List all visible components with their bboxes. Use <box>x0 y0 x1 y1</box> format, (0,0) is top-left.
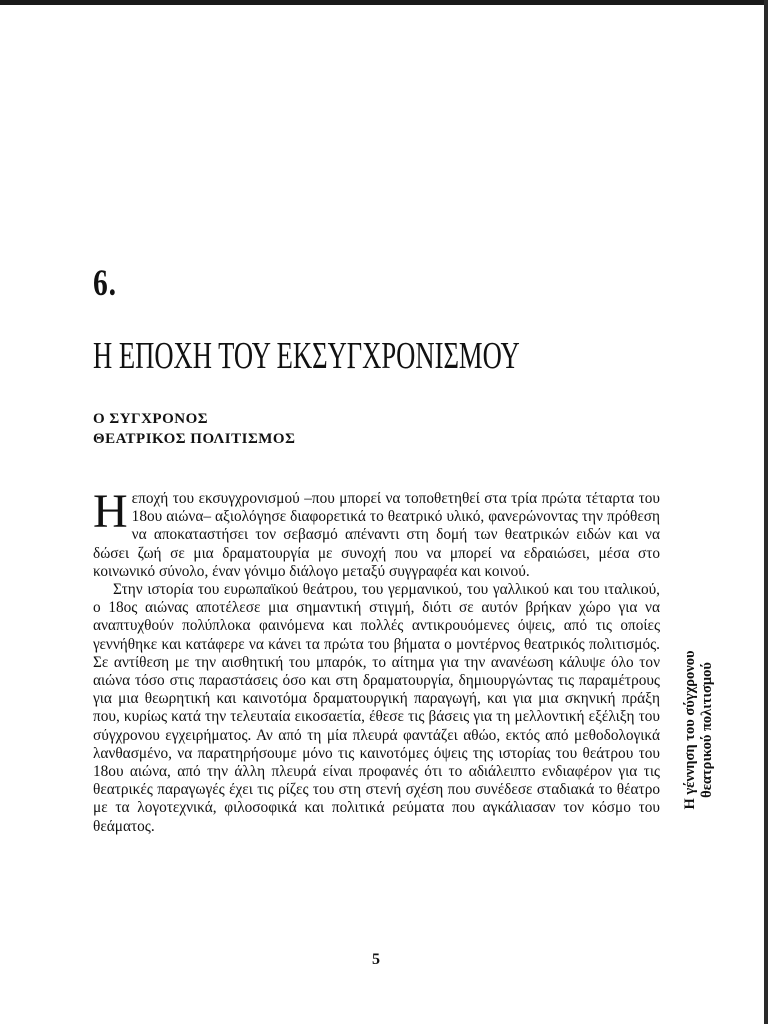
scan-edge-top <box>0 0 768 5</box>
section-heading-line1: Ο ΣΥΓΧΡΟΝΟΣ <box>93 411 209 427</box>
chapter-title: Η ΕΠΟΧΗ ΤΟΥ ΕΚΣΥΓΧΡΟΝΙΣΜΟΥ <box>93 335 520 377</box>
running-head-line2: θεατρικού πολιτισμού <box>699 662 715 798</box>
drop-cap: Η <box>93 485 128 538</box>
section-heading-line2: ΘΕΑΤΡΙΚΟΣ ΠΟΛΙΤΙΣΜΟΣ <box>93 431 296 447</box>
body-text <box>93 485 660 836</box>
scan-edge-right <box>764 0 768 1024</box>
paragraph-1-text: εποχή του εκσυγχρονισμού –που μπορεί να τοποθετηθεί στα τρία πρώτα τέταρτα του 18ου αιώνα– αξιολόγησε διαφορετικά το θεατρικό υλικό, φανερώνοντας την πρόθεση να αποκαταστήσει τον σεβασμό απέναντι στη δομή των θεατρικών ειδών και να δώσει ζωή σε μια δραματουργία με συνοχή που να μπορεί να εδραιώσει, μέσα στο κοινωνικό σύνολο, έναν γόνιμο διάλογο μεταξύ συγγραφέα και κοινού. <box>93 490 660 580</box>
paragraph-2: Στην ιστορία του ευρωπαϊκού θεάτρου, του γερμανικού, του γαλλικού και του ιταλικού, ο 18ος αιώνας αποτέλεσε μια σημαντική στιγμή, διότι σε αυτόν βρήκαν χώρο για να αναπτυχθούν πολύπλοκα φαινόμενα και πολλές αντικρουόμενες όψεις, από τις οποίες γεννήθηκε και κατάφερε να κάνει τα πρώτα του βήματα ο μοντέρνος θεατρικός πολιτισμός. Σε αντίθεση με την αισθητική του μπαρόκ, το αίτημα για την ανανέωση κάλυψε όλο τον αιώνα τόσο στις παραστάσεις όσο και στη δραματουργία, δημιουργώντας τις παραμέτρους για μια θεωρητική και καινοτόμα δραματουργική παραγωγή, και για μια σκηνική πράξη που, κυρίως κατά την τελευταία εικοσαετία, έθεσε τις βάσεις για τη μελλοντική εξέλιξη του σύγχρονου εγχειρήματος. Αν από τη μία πλευρά φαντάζει αθώο, εκτός από μεθοδολογικά λανθασμένο, να παρατηρήσουμε μόνο τις καινοτόμες όψεις της ιστορίας του θεάτρου του 18ου αιώνα, από την άλλη πλευρά είναι προφανές ότι το αδιάλειπτο ενδιαφέρον για τις θεατρικές παραγωγές έχει τις ρίζες του στη στενή σχέση που συνέδεσε σταδιακά το θέατρο με τα λογοτεχνικά, φιλοσοφικά και πολιτικά ρεύματα που αγκάλιασαν τον κόσμο του θεάματος. <box>93 581 660 835</box>
paragraph-1 <box>93 485 660 581</box>
chapter-number: 6. <box>93 263 117 304</box>
page-number: 5 <box>372 951 380 968</box>
section-heading <box>93 409 295 449</box>
side-running-head <box>682 600 716 860</box>
running-head-line1: Η γέννηση του σύγχρονου <box>682 650 698 810</box>
